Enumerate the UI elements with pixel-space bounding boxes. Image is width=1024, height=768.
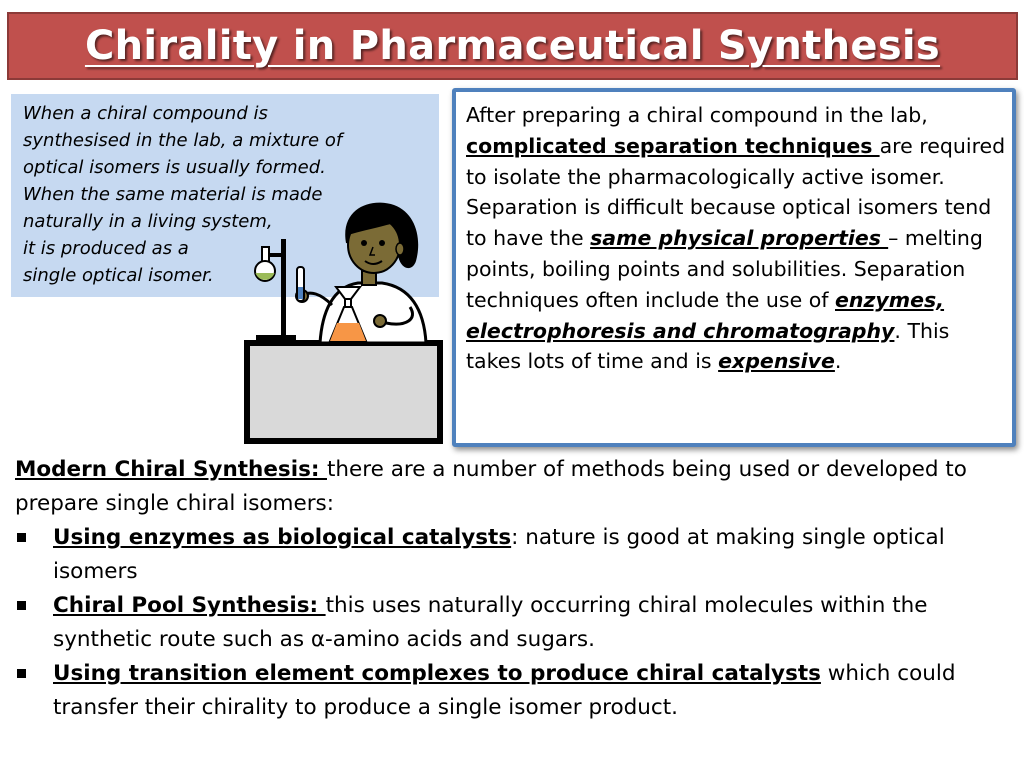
separation-emphasis: complicated separation techniques — [466, 133, 880, 158]
separation-emphasis: same physical properties — [590, 226, 889, 251]
title-banner — [7, 12, 1018, 80]
methods-list — [15, 521, 1015, 725]
page-title: Chirality in Pharmaceutical Synthesis — [84, 23, 941, 69]
intro-line: When the same material is made — [23, 184, 323, 205]
separation-text-part: . — [834, 349, 842, 374]
modern-heading: Modern Chiral Synthesis: — [15, 457, 327, 482]
square-bullet-icon — [17, 601, 26, 610]
left-eye — [361, 240, 367, 246]
separation-box — [452, 88, 1016, 447]
scientist-illustration — [240, 195, 460, 445]
separation-text — [466, 100, 1006, 377]
modern-intro-text: there are a number of methods being used or developed to prepare single chiral isomers: — [15, 457, 967, 516]
intro-line: it is produced as a — [23, 238, 189, 259]
method-text: which could transfer their chirality to produce a single isomer product. — [53, 661, 956, 720]
right-eye — [379, 240, 385, 246]
separation-emphasis: expensive — [718, 349, 835, 374]
separation-text-part: – melting points, boiling points and solubilities. Separation techniques often include the use of — [466, 226, 983, 312]
separation-text-part: After preparing a chiral compound in the lab, — [466, 103, 928, 127]
square-bullet-icon — [17, 669, 26, 678]
intro-line: optical isomers is usually formed. — [23, 157, 326, 178]
intro-line: When a chiral compound is — [23, 103, 268, 124]
separation-text-part: . This takes lots of time and is — [466, 318, 950, 374]
separation-text-part: are required to isolate the pharmacologically active isomer. Separation is difficult because optical isomers tend to have the — [466, 133, 1006, 251]
test-tube-icon — [297, 267, 304, 301]
method-text: this uses naturally occurring chiral molecules within the synthetic route such as α-amino acids and sugars. — [53, 593, 928, 652]
square-bullet-icon — [17, 533, 26, 542]
method-text: : nature is good at making single optical isomers — [53, 525, 945, 584]
intro-line: single optical isomer. — [23, 265, 214, 286]
modern-synthesis-section — [15, 453, 1015, 725]
separation-emphasis: enzymes, electrophoresis and chromatography — [466, 287, 945, 343]
method-item — [15, 657, 1015, 725]
stand-base — [256, 335, 296, 344]
method-title: Using enzymes as biological catalysts — [53, 525, 512, 550]
lab-bench — [247, 343, 440, 441]
method-title: Using transition element complexes to produce chiral catalysts — [53, 661, 821, 686]
ear — [396, 243, 404, 255]
method-title: Chiral Pool Synthesis: — [53, 593, 326, 618]
method-item — [15, 521, 1015, 589]
right-hand — [374, 315, 386, 327]
intro-line: synthesised in the lab, a mixture of — [23, 130, 343, 151]
method-item — [15, 589, 1015, 657]
round-flask-icon — [255, 247, 275, 281]
intro-line: naturally in a living system, — [23, 211, 273, 232]
modern-intro — [15, 453, 1015, 521]
